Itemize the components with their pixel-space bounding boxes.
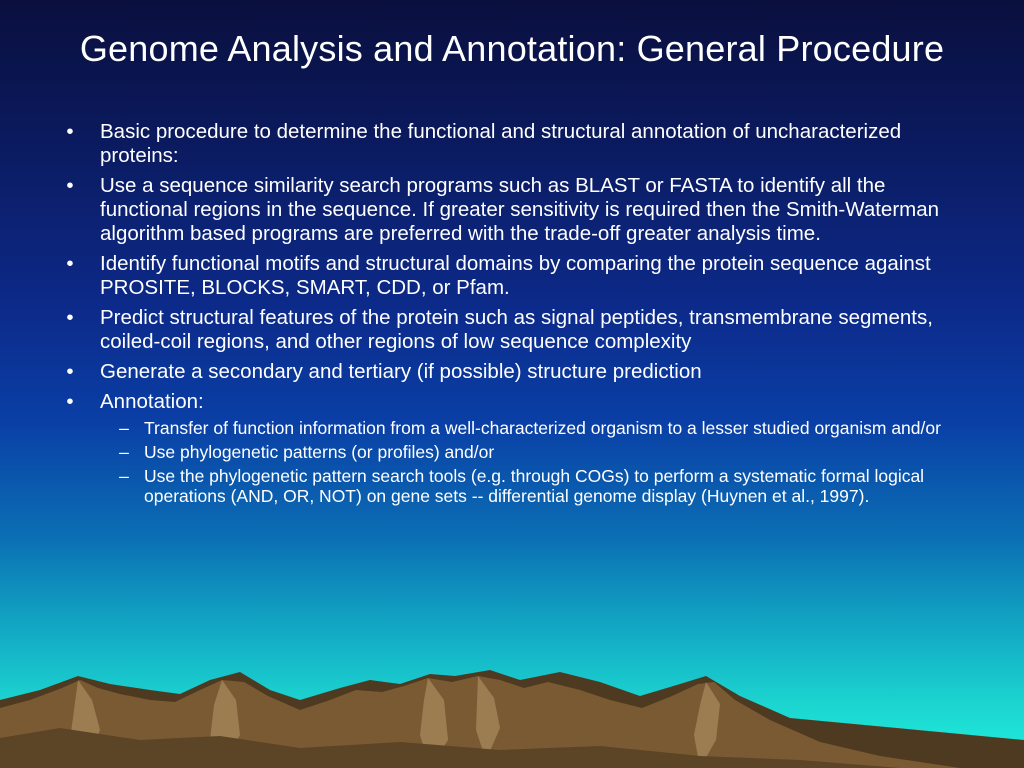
sub-bullet-marker: – [119,466,129,486]
bullet-text: Basic procedure to determine the functional and structural annotation of uncharacterized proteins: [100,120,902,167]
bullet-item [60,174,960,246]
sub-bullet-text: Use the phylogenetic pattern search tools (e.g. through COGs) to perform a systematic formal logical operations (AND, OR, NOT) on gene sets -- differential genome display (Huynen et al., 1997). [144,466,925,506]
bullet-marker: • [66,390,74,413]
bullet-item [60,120,960,168]
sub-bullet-text: Use phylogenetic patterns (or profiles) and/or [144,442,495,462]
bullet-text: Annotation: [100,390,204,413]
bullet-item [60,390,960,506]
sub-bullet-list [100,418,960,506]
sub-bullet-item [100,466,960,506]
slide-content [60,120,960,512]
slide-title: Genome Analysis and Annotation: General Procedure [79,28,945,69]
bullet-text: Identify functional motifs and structural domains by comparing the protein sequence against PROSITE, BLOCKS, SMART, CDD, or Pfam. [100,252,931,299]
bullet-marker: • [66,174,74,197]
bullet-item [60,252,960,300]
sub-bullet-marker: – [119,442,129,462]
bullet-marker: • [66,360,74,383]
bullet-marker: • [66,252,74,275]
bullet-text: Generate a secondary and tertiary (if possible) structure prediction [100,360,702,383]
bullet-text: Predict structural features of the protein such as signal peptides, transmembrane segments, coiled-coil regions, and other regions of low sequence complexity [100,306,933,353]
sub-bullet-item [100,442,960,462]
sub-bullet-item [100,418,960,438]
bullet-marker: • [66,306,74,329]
sub-bullet-marker: – [119,418,129,438]
bullet-item [60,306,960,354]
bullet-list [60,120,960,506]
bullet-marker: • [66,120,74,143]
bullet-item [60,360,960,384]
bullet-text: Use a sequence similarity search programs such as BLAST or FASTA to identify all the functional regions in the sequence. If greater sensitivity is required then the Smith-Waterman algorithm based programs are preferred with the trade-off greater analysis time. [100,174,940,245]
sub-bullet-text: Transfer of function information from a well-characterized organism to a lesser studied organism and/or [144,418,941,438]
